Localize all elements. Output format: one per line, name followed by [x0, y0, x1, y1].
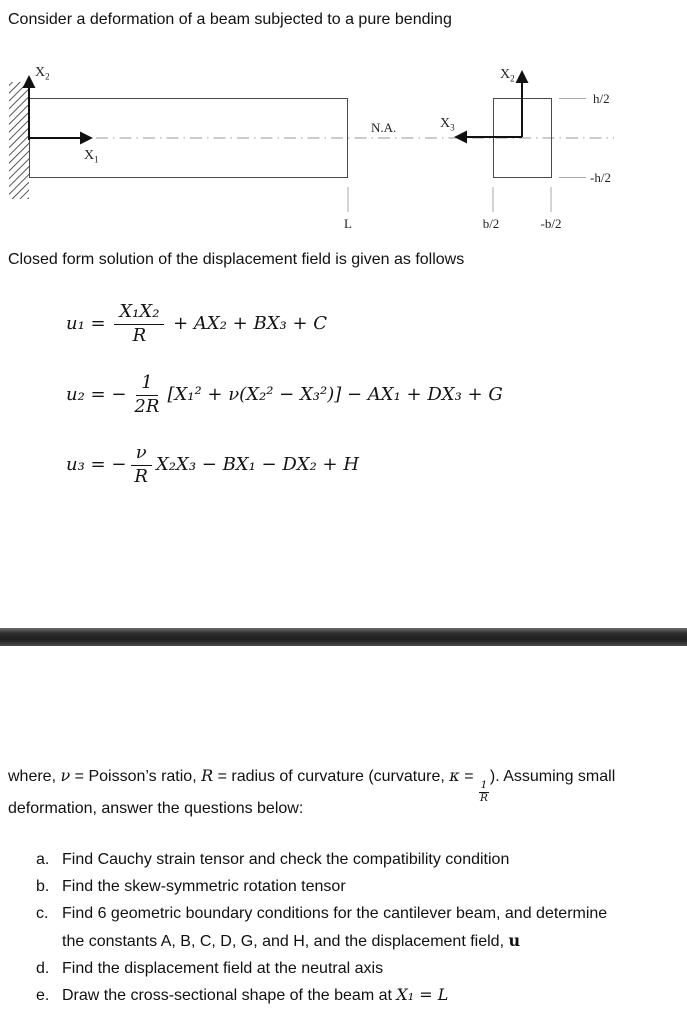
equation-u3-rhs: X₂X₃ − BX₁ − DX₂ + H	[155, 454, 360, 476]
fixed-wall-hatch	[9, 82, 29, 199]
bottom-height-label: -h/2	[590, 170, 611, 185]
question-marker: e.	[36, 987, 50, 1004]
equation-u3-fraction: $\frac{\nu}{R}$	[129, 443, 153, 487]
equation-u3-lhs: u₃ = −	[66, 454, 127, 476]
section-x2-axis-label: $X_2$	[500, 67, 515, 84]
question-text: Find the skew-symmetric rotation tensor	[62, 878, 346, 895]
equation-u1-lhs: u₁ =	[66, 313, 112, 335]
question-marker: d.	[36, 960, 50, 977]
assuming-text: ). Assuming small	[489, 768, 616, 785]
question-list	[36, 846, 664, 1009]
equation-u2-rhs: [X₁² + ν(X₂² − X₃²)] − AX₁ + DX₃ + G	[167, 384, 503, 406]
nu-symbol: ν	[60, 766, 71, 785]
question-item-b	[36, 873, 664, 900]
page-break-divider	[0, 628, 687, 646]
equation-u2	[66, 373, 503, 417]
question-item-a	[36, 846, 664, 873]
x1-equals-l-expression: X₁ = L	[396, 985, 449, 1004]
beam-x1-axis-label: $X_1$	[84, 148, 99, 165]
question-text: Find Cauchy strain tensor and check the compatibility condition	[62, 851, 510, 868]
answer-below-line: deformation, answer the questions below:	[8, 800, 304, 817]
question-marker: c.	[36, 905, 49, 922]
equation-u3	[66, 443, 359, 487]
problem-statement-title: Consider a deformation of a beam subjected to a pure bending	[8, 11, 452, 28]
question-text: Find the displacement field at the neutral axis	[62, 960, 384, 977]
equation-u1-rhs: + AX₂ + BX₃ + C	[167, 313, 328, 335]
displacement-field-u: u	[508, 931, 521, 950]
equals-text: =	[459, 768, 478, 785]
question-item-c	[36, 900, 664, 955]
neutral-axis-label: N.A.	[371, 120, 397, 135]
r-symbol: R	[201, 766, 214, 785]
question-marker: a.	[36, 851, 50, 868]
question-text	[62, 982, 664, 1009]
kappa-symbol: κ	[449, 766, 460, 785]
beam-x2-axis-label: $X_2$	[35, 65, 50, 82]
equation-u1-fraction: $\frac{\text{X₁X₂}}{R}$	[114, 302, 164, 346]
left-width-label: b/2	[482, 216, 500, 231]
curvature-text: = radius of curvature (curvature,	[213, 768, 450, 785]
beam-length-label: L	[344, 216, 352, 231]
beam-figure	[0, 55, 687, 235]
question-item-d	[36, 955, 664, 982]
question-e-text: Draw the cross-sectional shape of the beam at	[62, 987, 397, 1004]
curvature-fraction: $\frac{1}{R}$	[479, 779, 488, 804]
question-marker: b.	[36, 878, 50, 895]
top-height-label: h/2	[593, 91, 610, 106]
question-c-line2: the constants A, B, C, D, G, and H, and the displacement field,	[62, 933, 509, 950]
equation-u1	[66, 302, 327, 346]
right-width-label: -b/2	[540, 216, 562, 231]
section-x3-axis-label: $X_3$	[440, 116, 455, 133]
equation-u2-fraction: $\frac{1}{2R}$	[134, 372, 160, 417]
question-c-line1: Find 6 geometric boundary conditions for the cantilever beam, and determine	[62, 905, 608, 922]
question-text	[62, 900, 664, 955]
where-text: where,	[8, 768, 61, 785]
poissons-ratio-text: = Poisson’s ratio,	[70, 768, 202, 785]
equation-u2-lhs: u₂ = −	[66, 384, 127, 406]
question-item-e	[36, 982, 664, 1009]
closed-form-intro: Closed form solution of the displacement field is given as follows	[8, 251, 465, 268]
